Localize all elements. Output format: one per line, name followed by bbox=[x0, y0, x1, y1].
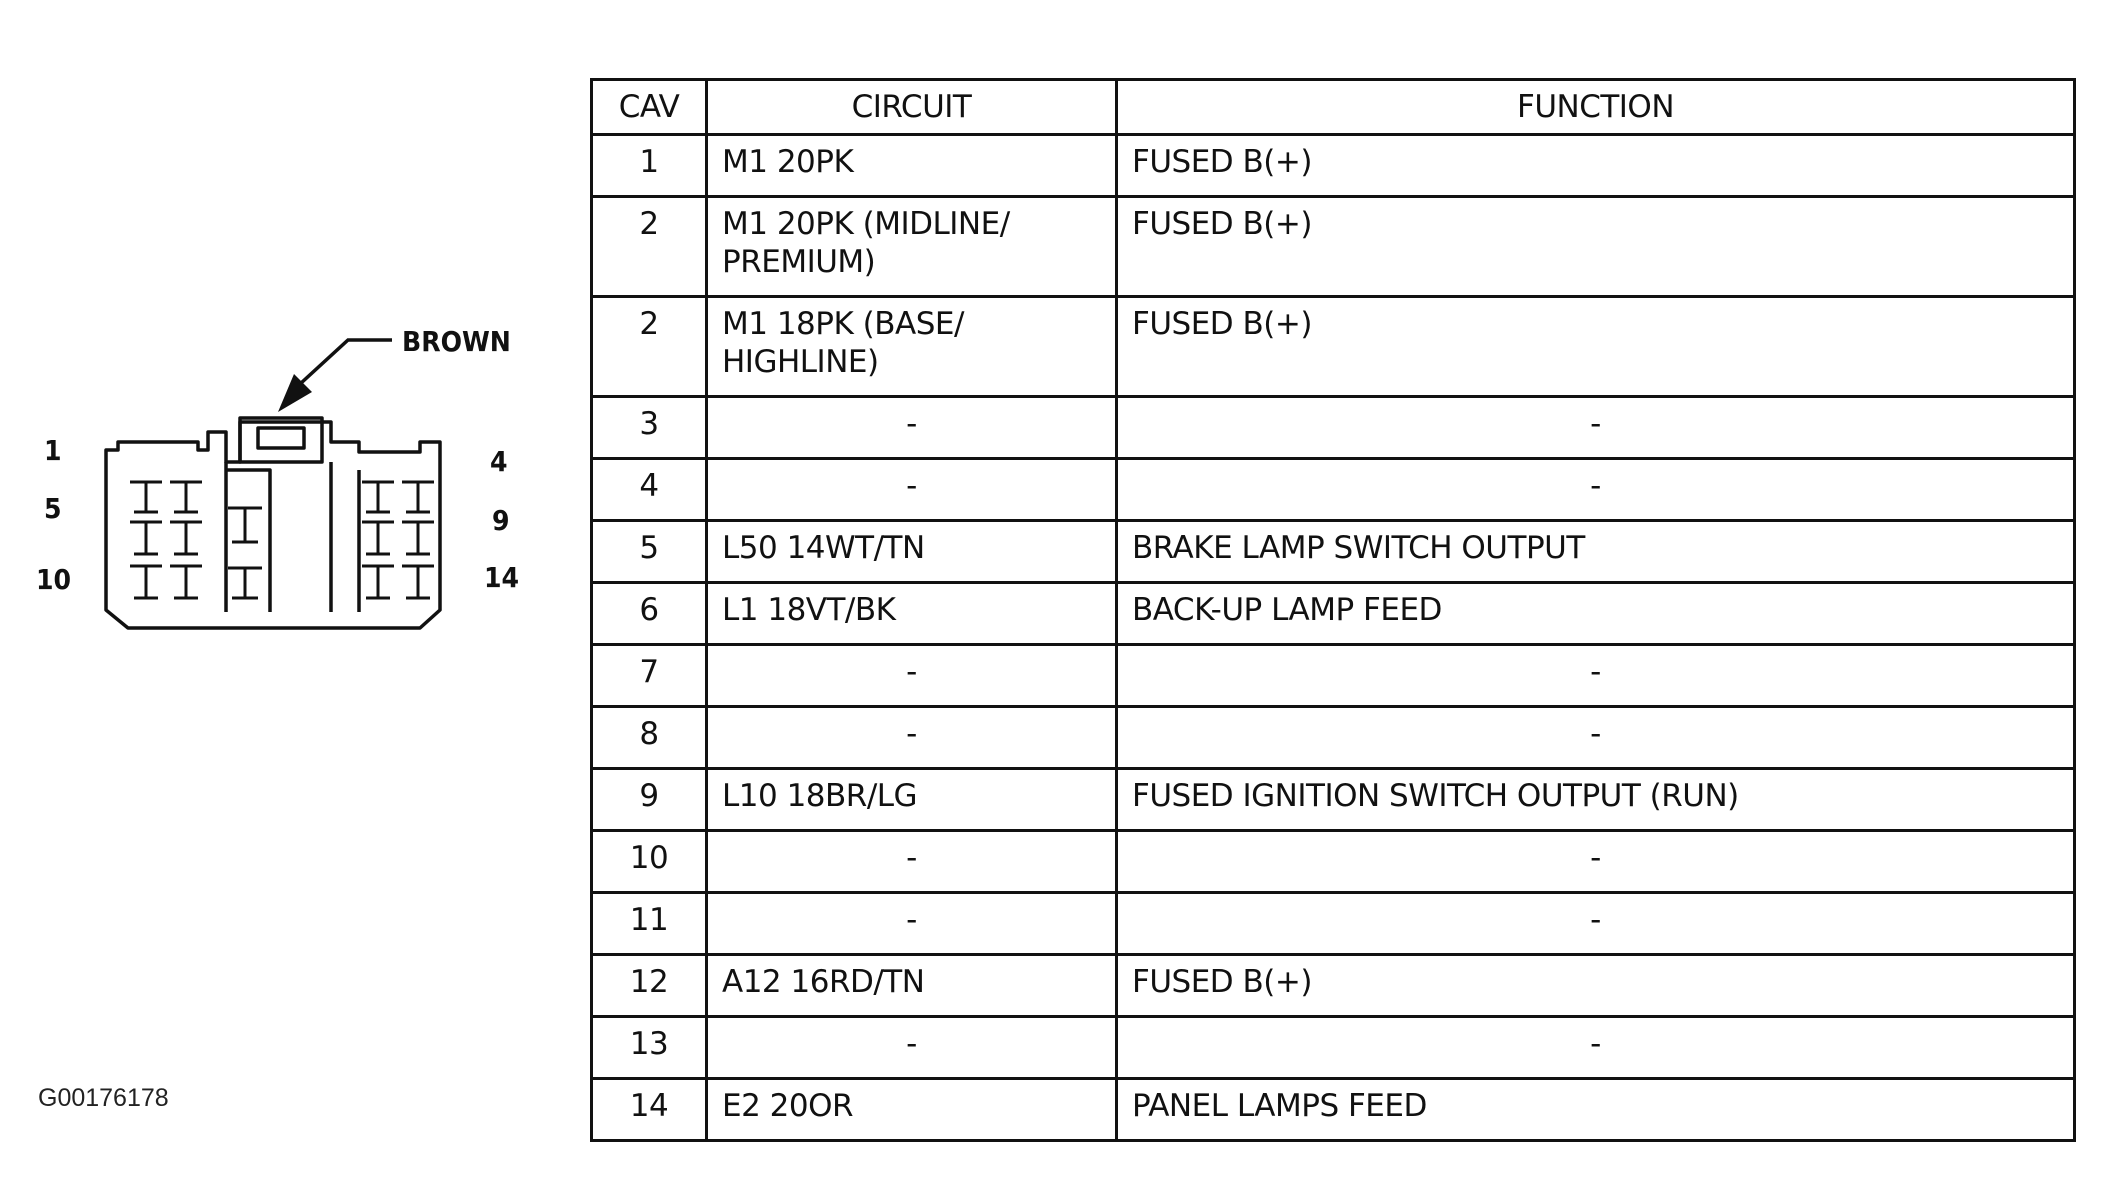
diagram-id-label: G00176178 bbox=[38, 1084, 169, 1112]
circuit-cell: E2 20OR bbox=[707, 1079, 1117, 1141]
pin-label-9: 9 bbox=[492, 504, 510, 537]
cav-cell: 1 bbox=[592, 135, 707, 197]
table-row bbox=[592, 707, 2075, 769]
cav-cell: 13 bbox=[592, 1017, 707, 1079]
circuit-cell: - bbox=[707, 707, 1117, 769]
circuit-cell: - bbox=[707, 645, 1117, 707]
cav-cell: 6 bbox=[592, 583, 707, 645]
function-cell: FUSED B(+) bbox=[1117, 197, 2075, 297]
table-row bbox=[592, 135, 2075, 197]
header-function: FUNCTION bbox=[1117, 80, 2075, 135]
function-cell: BRAKE LAMP SWITCH OUTPUT bbox=[1117, 521, 2075, 583]
color-leader-arrow bbox=[278, 340, 392, 412]
table-row bbox=[592, 893, 2075, 955]
function-cell: - bbox=[1117, 397, 2075, 459]
cav-cell: 2 bbox=[592, 197, 707, 297]
table-row bbox=[592, 645, 2075, 707]
circuit-cell: M1 20PK (MIDLINE/ PREMIUM) bbox=[707, 197, 1117, 297]
table-row bbox=[592, 955, 2075, 1017]
table-row bbox=[592, 1017, 2075, 1079]
table-row bbox=[592, 831, 2075, 893]
function-cell: PANEL LAMPS FEED bbox=[1117, 1079, 2075, 1141]
function-cell: - bbox=[1117, 645, 2075, 707]
function-cell: BACK-UP LAMP FEED bbox=[1117, 583, 2075, 645]
circuit-cell: A12 16RD/TN bbox=[707, 955, 1117, 1017]
header-cav: CAV bbox=[592, 80, 707, 135]
table-row bbox=[592, 1079, 2075, 1141]
connector-face-diagram bbox=[0, 0, 560, 700]
pin-label-14: 14 bbox=[484, 561, 520, 594]
table-row bbox=[592, 297, 2075, 397]
cav-cell: 10 bbox=[592, 831, 707, 893]
table-row bbox=[592, 459, 2075, 521]
function-cell: - bbox=[1117, 831, 2075, 893]
circuit-cell: M1 20PK bbox=[707, 135, 1117, 197]
connector-latch bbox=[240, 418, 322, 462]
table-row bbox=[592, 521, 2075, 583]
function-cell: - bbox=[1117, 459, 2075, 521]
table-row bbox=[592, 769, 2075, 831]
function-cell: FUSED B(+) bbox=[1117, 297, 2075, 397]
pin-label-4: 4 bbox=[490, 445, 508, 478]
cav-cell: 11 bbox=[592, 893, 707, 955]
cav-cell: 5 bbox=[592, 521, 707, 583]
cav-cell: 2 bbox=[592, 297, 707, 397]
cav-cell: 7 bbox=[592, 645, 707, 707]
cav-cell: 4 bbox=[592, 459, 707, 521]
function-cell: FUSED B(+) bbox=[1117, 955, 2075, 1017]
pinout-table bbox=[590, 78, 2076, 1142]
circuit-cell: L50 14WT/TN bbox=[707, 521, 1117, 583]
pin-label-5: 5 bbox=[44, 492, 62, 525]
circuit-cell: - bbox=[707, 397, 1117, 459]
table-header-row bbox=[592, 80, 2075, 135]
pin-label-10: 10 bbox=[36, 563, 72, 596]
circuit-cell: - bbox=[707, 831, 1117, 893]
circuit-cell: - bbox=[707, 1017, 1117, 1079]
cav-cell: 9 bbox=[592, 769, 707, 831]
function-cell: FUSED IGNITION SWITCH OUTPUT (RUN) bbox=[1117, 769, 2075, 831]
function-cell: - bbox=[1117, 707, 2075, 769]
connector-color-label: BROWN bbox=[402, 325, 511, 358]
circuit-cell: - bbox=[707, 893, 1117, 955]
pin-label-1: 1 bbox=[44, 434, 62, 467]
circuit-cell: - bbox=[707, 459, 1117, 521]
table-row bbox=[592, 397, 2075, 459]
table-row bbox=[592, 197, 2075, 297]
table-body bbox=[592, 135, 2075, 1141]
circuit-cell: M1 18PK (BASE/ HIGHLINE) bbox=[707, 297, 1117, 397]
cav-cell: 12 bbox=[592, 955, 707, 1017]
header-circuit: CIRCUIT bbox=[707, 80, 1117, 135]
table-row bbox=[592, 583, 2075, 645]
function-cell: FUSED B(+) bbox=[1117, 135, 2075, 197]
cav-cell: 3 bbox=[592, 397, 707, 459]
cav-cell: 14 bbox=[592, 1079, 707, 1141]
circuit-cell: L1 18VT/BK bbox=[707, 583, 1117, 645]
function-cell: - bbox=[1117, 1017, 2075, 1079]
cav-cell: 8 bbox=[592, 707, 707, 769]
circuit-cell: L10 18BR/LG bbox=[707, 769, 1117, 831]
function-cell: - bbox=[1117, 893, 2075, 955]
